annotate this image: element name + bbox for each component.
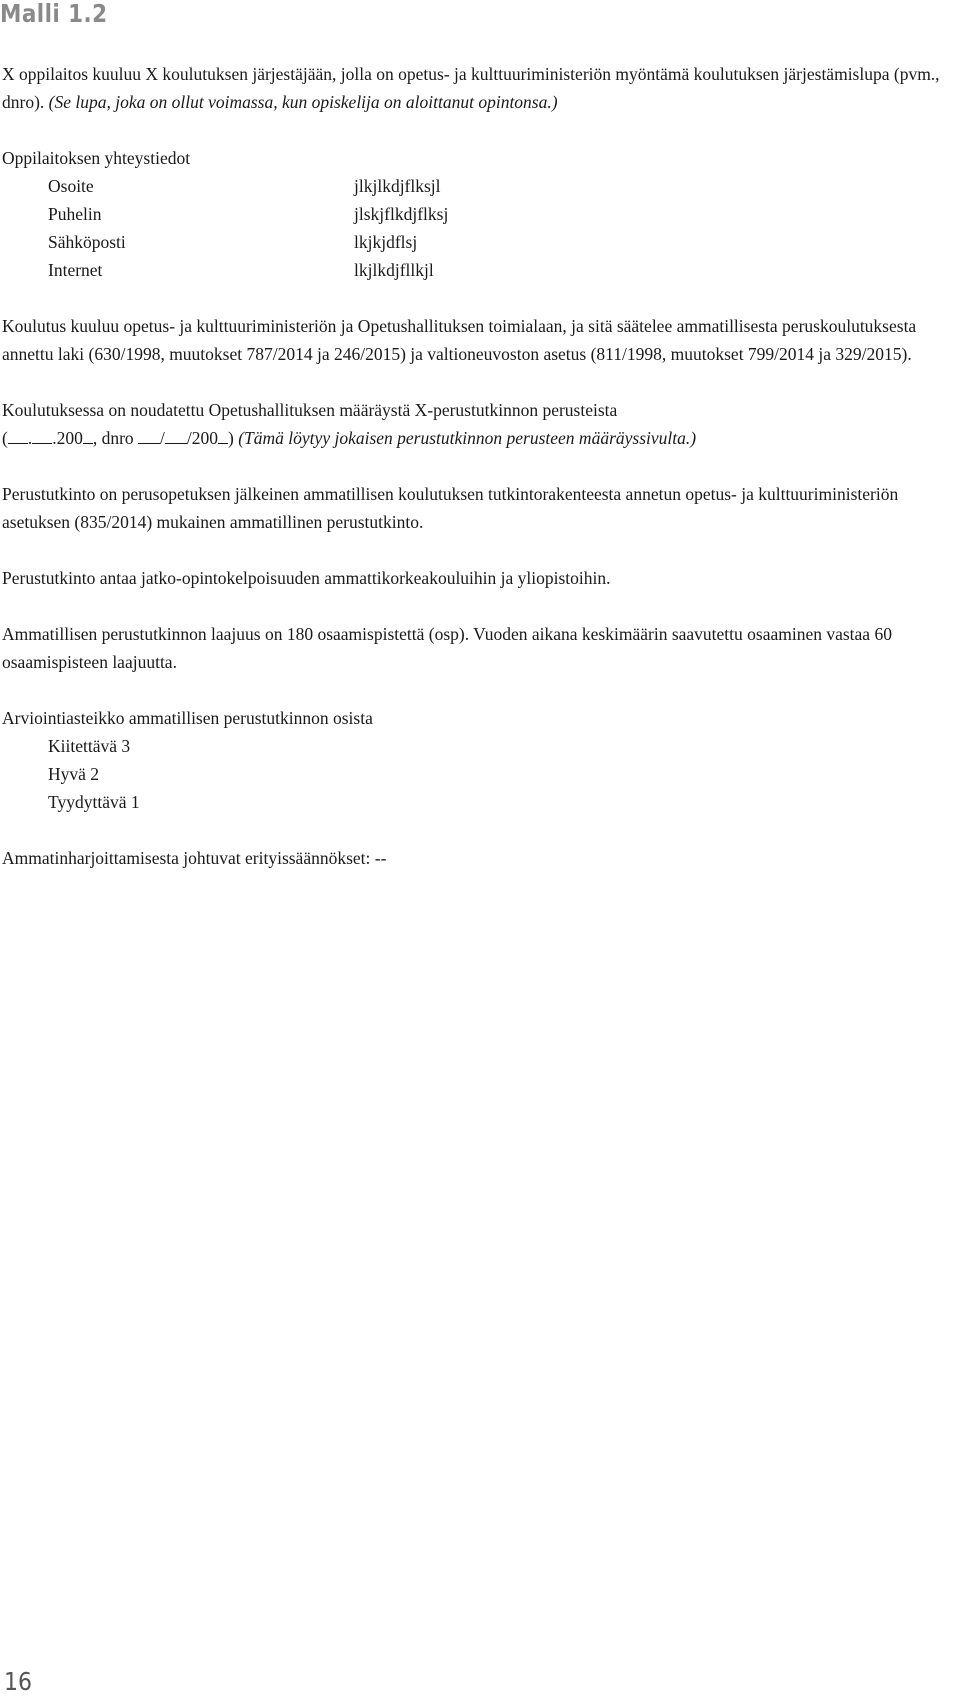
phone-value: jlskjflkdjflksj <box>354 204 449 224</box>
close-paren: ) <box>228 428 239 448</box>
contact-row-address <box>2 172 954 200</box>
internet-label: Internet <box>48 260 103 280</box>
contact-heading: Oppilaitoksen yhteystiedot <box>2 148 191 168</box>
day-blank <box>8 426 28 444</box>
document-title: Malli 1.2 <box>0 0 108 28</box>
eligibility-paragraph: Perustutkinto antaa jatko-opintokelpoisuuden ammattikorkeakouluihin ja yliopistoihin. <box>2 568 611 588</box>
dnro-year-prefix: /200 <box>186 428 219 448</box>
address-label: Osoite <box>48 176 94 196</box>
dnro-middle-blank <box>165 426 187 444</box>
dnro-label: , dnro <box>92 428 139 448</box>
special-rules-paragraph: Ammatinharjoittamisesta johtuvat erityissäännökset: -- <box>2 848 387 868</box>
grade-good: Hyvä 2 <box>48 764 100 784</box>
scope-paragraph: Ammatillisen perustutkinnon laajuus on 180 osaamispistettä (osp). Vuoden aikana keskimäärin saavutettu osaaminen vastaa 60 osaamispisteen laajuutta. <box>2 624 892 672</box>
regulation-paragraph <box>2 396 954 452</box>
grading-section <box>2 704 954 816</box>
document-body <box>2 60 954 872</box>
page-number: 16 <box>4 1667 32 1696</box>
grade-satisfactory: Tyydyttävä 1 <box>48 792 140 812</box>
grading-heading: Arviointiasteikko ammatillisen perustutkinnon osista <box>2 708 373 728</box>
year-blank <box>83 426 93 444</box>
address-value: jlkjlkdjflksjl <box>354 176 441 196</box>
contact-row-email <box>2 228 954 256</box>
email-label: Sähköposti <box>48 232 126 252</box>
intro-paragraph <box>2 60 954 116</box>
qualification-paragraph: Perustutkinto on perusopetuksen jälkeinen ammatillisen koulutuksen tutkintorakenteesta annetun opetus- ja kulttuuriministeriön asetuksen (835/2014) mukainen ammatillinen perustutkinto. <box>2 484 899 532</box>
governance-paragraph: Koulutus kuuluu opetus- ja kulttuuriministeriön ja Opetushallituksen toimialaan, ja sitä säätelee ammatillisesta peruskoulutuksesta annettu laki (630/1998, muutokset 787/2014 ja 246/2015) ja valtioneuvoston asetus (811/1998, muutokset 799/2014 ja 329/2015). <box>2 316 917 364</box>
date-dot: . <box>27 428 33 448</box>
email-value: lkjkjdflsj <box>354 232 418 252</box>
contact-row-internet <box>2 256 954 284</box>
dnro-number-blank <box>138 426 160 444</box>
open-paren: ( <box>2 428 8 448</box>
intro-text: X oppilaitos kuuluu X koulutuksen järjestäjään, jolla on opetus- ja kulttuuriministeriön myöntämä koulutuksen järjestämislupa (pvm., dnro). <box>2 64 940 112</box>
intro-note: (Se lupa, joka on ollut voimassa, kun opiskelija on aloittanut opintonsa.) <box>48 92 558 112</box>
month-blank <box>32 426 52 444</box>
grade-excellent: Kiitettävä 3 <box>48 736 131 756</box>
dnro-year-blank <box>218 426 228 444</box>
regulation-note: (Tämä löytyy jokaisen perustutkinnon perusteen määräyssivulta.) <box>238 428 697 448</box>
year-prefix: .200 <box>52 428 83 448</box>
contact-row-phone <box>2 200 954 228</box>
dnro-slash: / <box>160 428 165 448</box>
phone-label: Puhelin <box>48 204 102 224</box>
regulation-reference <box>2 424 954 452</box>
internet-value: lkjlkdjfllkjl <box>354 260 434 280</box>
contact-section <box>2 144 954 284</box>
regulation-line: Koulutuksessa on noudatettu Opetushallituksen määräystä X-perustutkinnon perusteista <box>2 400 618 420</box>
